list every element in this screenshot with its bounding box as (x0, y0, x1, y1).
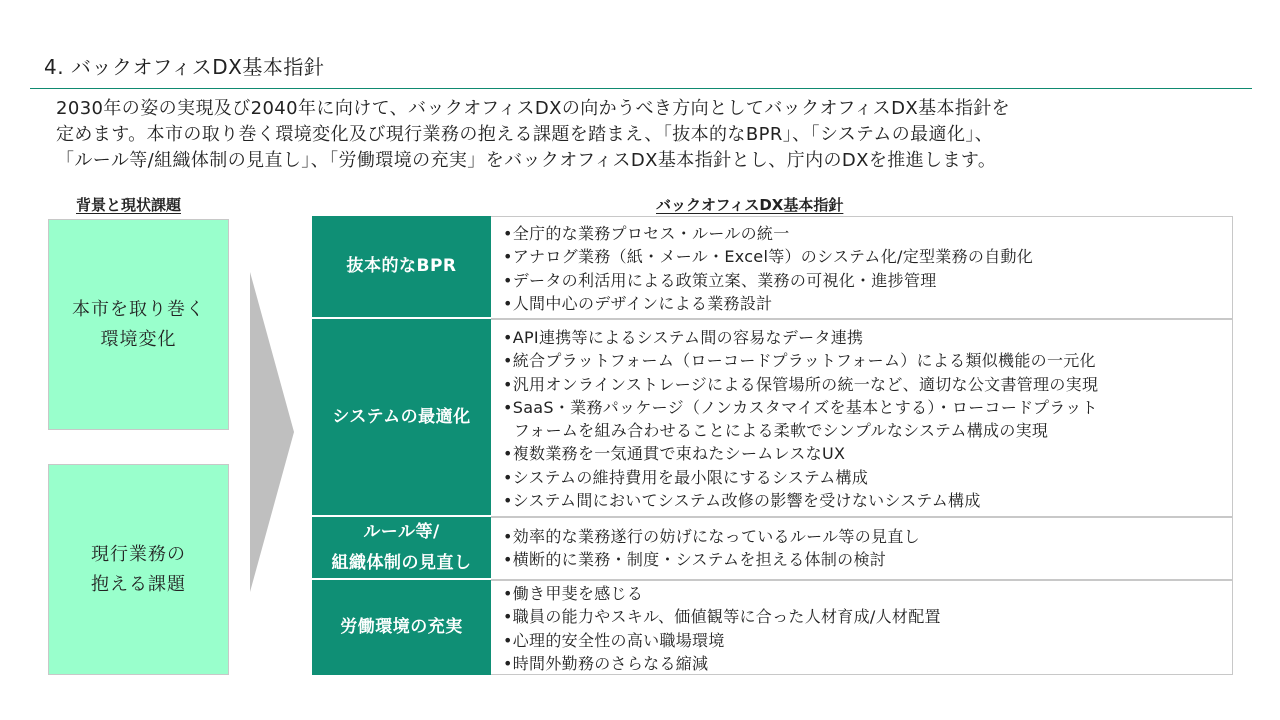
guideline-item: •時間外勤務のさらなる縮減 (503, 653, 709, 673)
box-label-line: 環境変化 (100, 328, 177, 350)
guideline-item: •アナログ業務（紙・メール・Excel等）のシステム化/定型業務の自動化 (503, 247, 1034, 267)
guideline-item: •横断的に業務・制度・システムを担える体制の検討 (503, 550, 887, 570)
guideline-label-line: 労働環境の充実 (340, 617, 463, 637)
guideline-item: •API連携等によるシステム間の容易なデータ連携 (503, 328, 864, 347)
guideline-label (312, 319, 491, 517)
guideline-label (312, 517, 491, 580)
guideline-items (491, 216, 1233, 319)
box-label-line: 抱える課題 (91, 573, 186, 595)
guideline-item: •汎用オンラインストレージによる保管場所の統一など、適切な公文書管理の実現 (503, 374, 1099, 394)
guideline-item: •人間中心のデザインによる業務設計 (503, 293, 773, 313)
guideline-item: •SaaS・業務パッケージ（ノンカスタマイズを基本とする）・ローコードプラット (503, 397, 1098, 417)
guideline-item: •効率的な業務遂行の妨げになっているルール等の見直し (503, 527, 920, 546)
guideline-label (312, 216, 491, 319)
right-arrow-icon (250, 272, 294, 592)
guideline-item: フォームを組み合わせることによる柔軟でシンプルなシステム構成の実現 (503, 421, 1049, 441)
guideline-item: •働き甲斐を感じる (503, 584, 644, 603)
intro-line: 「ルール等/組織体制の見直し」、「労働環境の充実」をバックオフィスDX基本指針とし、庁内のDXを推進します。 (56, 150, 997, 171)
guideline-items (491, 517, 1233, 580)
guideline-item: •複数業務を一気通貫で束ねたシームレスなUX (503, 444, 846, 464)
intro-line: 2030年の姿の実現及び2040年に向けて、バックオフィスDXの向かうべき方向としてバックオフィスDX基本指針を (56, 98, 1011, 119)
guideline-items (491, 580, 1233, 675)
guidelines-heading: バックオフィスDX基本指針 (656, 196, 844, 214)
guideline-items (491, 319, 1233, 517)
intro-line: 定めます。本市の取り巻く環境変化及び現行業務の抱える課題を踏まえ、「抜本的なBPR」、「システムの最適化」、 (56, 124, 994, 145)
environment-change-box (48, 219, 229, 430)
page-title: 4. バックオフィスDX基本指針 (44, 55, 325, 79)
box-label-line: 現行業務の (91, 543, 186, 565)
guideline-label-line: ルール等/ (363, 521, 440, 542)
current-issues-box (48, 464, 229, 675)
guideline-label (312, 580, 491, 675)
guideline-row-rules (312, 517, 1233, 580)
guideline-item: •職員の能力やスキル、価値観等に合った人材育成/人材配置 (503, 607, 941, 627)
background-heading: 背景と現状課題 (76, 196, 182, 214)
guideline-item: •心理的安全性の高い職場環境 (503, 630, 725, 650)
title-divider (30, 88, 1252, 89)
guideline-label-line: システムの最適化 (332, 406, 471, 427)
guideline-item: •全庁的な業務プロセス・ルールの統一 (503, 224, 790, 243)
guideline-item: •システムの維持費用を最小限にするシステム構成 (503, 467, 869, 487)
guideline-label-line: 抜本的なBPR (346, 256, 457, 276)
guideline-item: •統合プラットフォーム（ローコードプラットフォーム）による類似機能の一元化 (503, 351, 1096, 371)
guideline-row-workplace (312, 580, 1233, 675)
guideline-label-line: 組織体制の見直し (331, 552, 472, 573)
intro-paragraph (56, 96, 1236, 174)
guideline-item: •データの利活用による政策立案、業務の可視化・進捗管理 (503, 270, 937, 290)
box-label-line: 本市を取り巻く (72, 298, 205, 320)
guideline-row-system (312, 319, 1233, 517)
guideline-item: •システム間においてシステム改修の影響を受けないシステム構成 (503, 491, 981, 511)
guideline-row-bpr (312, 216, 1233, 319)
